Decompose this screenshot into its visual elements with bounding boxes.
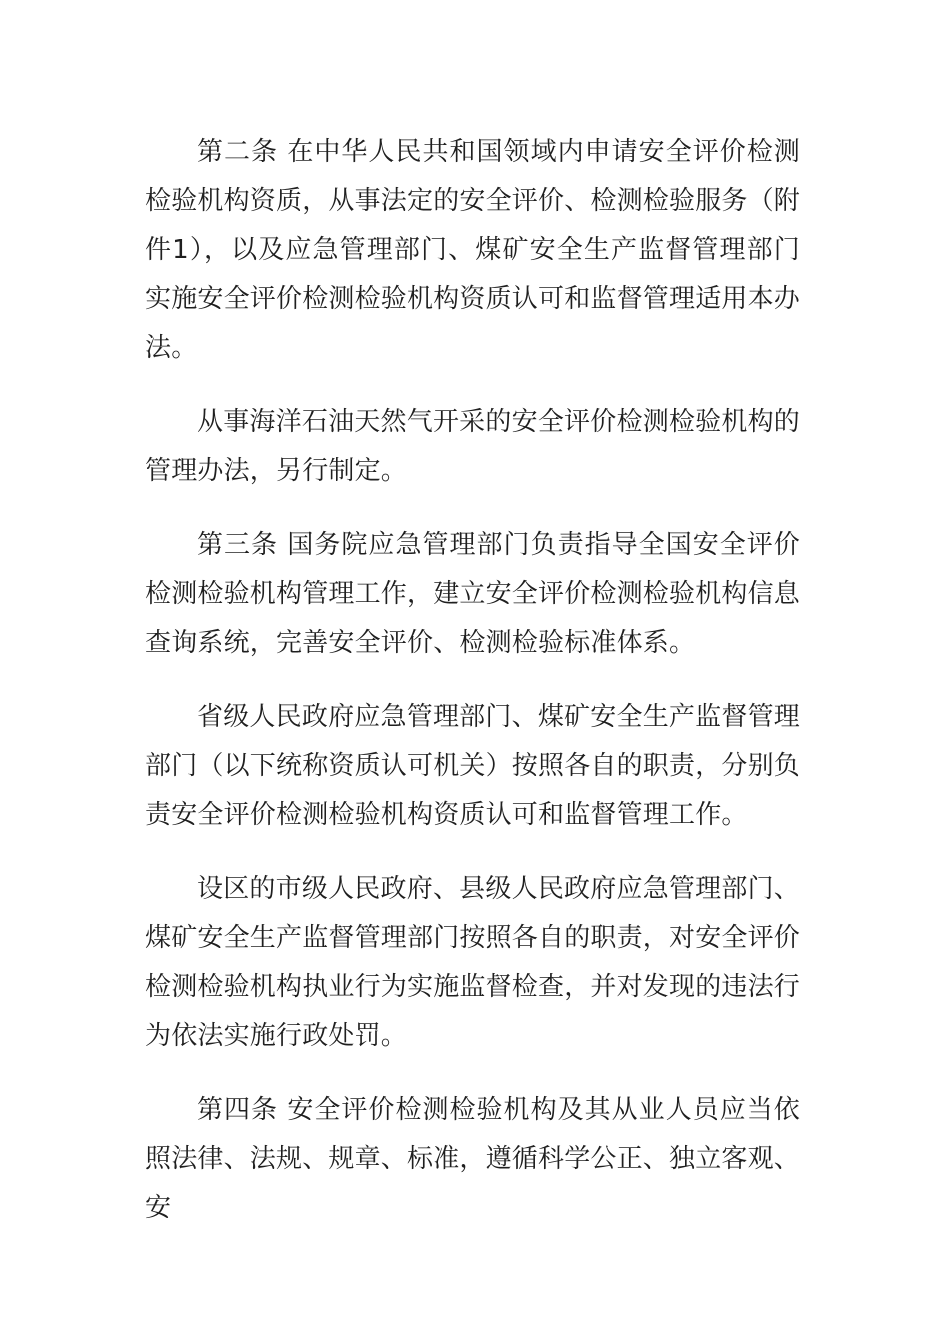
paragraph-article-2: 第二条 在中华人民共和国领域内申请安全评价检测检验机构资质，从事法定的安全评价、检测检验服务（附件1），以及应急管理部门、煤矿安全生产监督管理部门实施安全评价检测检验机构资质认可和监督管理适用本办法。 (145, 137, 801, 363)
paragraph-offshore-oil-gas: 从事海洋石油天然气开采的安全评价检测检验机构的管理办法，另行制定。 (145, 407, 800, 486)
paragraph-article-4: 第四条 安全评价检测检验机构及其从业人员应当依照法律、法规、规章、标准，遵循科学公正、独立客观、安 (145, 1095, 801, 1223)
paragraph-article-3: 第三条 国务院应急管理部门负责指导全国安全评价检测检验机构管理工作，建立安全评价检测检验机构信息查询系统，完善安全评价、检测检验标准体系。 (145, 530, 801, 658)
document-body (145, 128, 800, 1258)
paragraph-provincial-authority: 省级人民政府应急管理部门、煤矿安全生产监督管理部门（以下统称资质认可机关）按照各自的职责，分别负责安全评价检测检验机构资质认可和监督管理工作。 (145, 702, 801, 830)
paragraph-municipal-county-authority: 设区的市级人民政府、县级人民政府应急管理部门、煤矿安全生产监督管理部门按照各自的职责，对安全评价检测检验机构执业行为实施监督检查，并对发现的违法行为依法实施行政处罚。 (145, 874, 801, 1051)
